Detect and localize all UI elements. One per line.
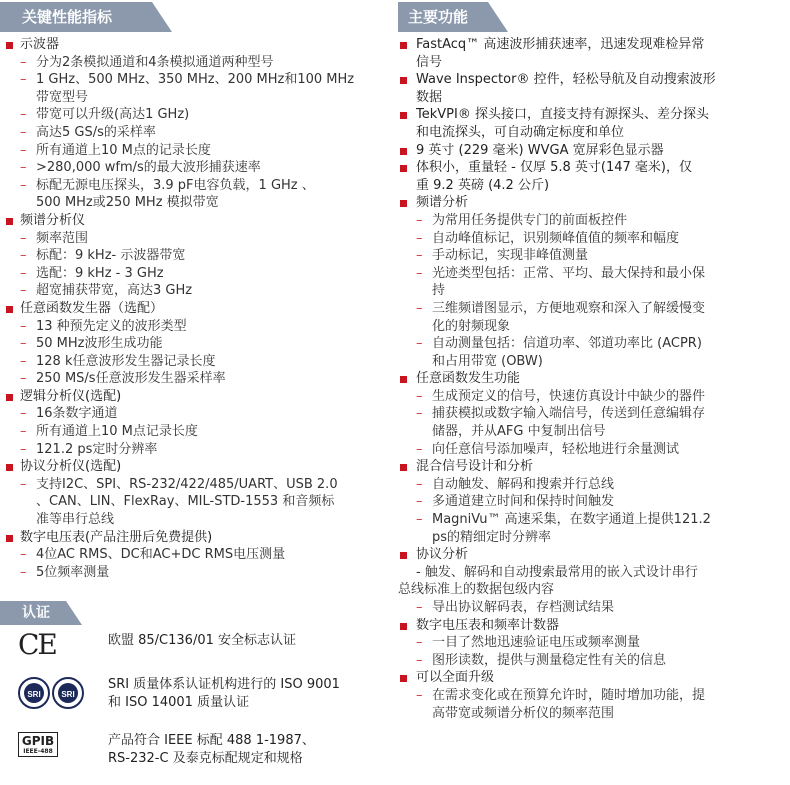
dash-icon: – xyxy=(20,441,27,457)
dash-icon: – xyxy=(416,635,423,651)
sub-item-text: 5位频率测量 xyxy=(36,564,110,580)
sub-item-text: 为常用任务提供专门的前面板控件 xyxy=(432,212,628,228)
sub-item xyxy=(20,71,388,106)
sub-item xyxy=(20,265,388,283)
sub-item-text: >280,000 wfm/s的最大波形捕获速率 xyxy=(36,160,261,176)
bullet-icon xyxy=(400,148,407,155)
dash-icon: – xyxy=(416,300,423,316)
item-heading: Wave Inspector® 控件，轻松导航及自动搜索波形 xyxy=(416,72,716,88)
sub-item-text: 超宽捕获带宽，高达3 GHz xyxy=(36,283,193,299)
sub-item-text: 频率范围 xyxy=(36,230,89,246)
item-heading: 和电流探头，可自动确定标度和单位 xyxy=(416,124,625,140)
bullet-icon xyxy=(400,552,407,559)
dash-icon: – xyxy=(20,54,27,70)
dash-icon: – xyxy=(416,476,423,492)
dash-icon: – xyxy=(416,687,423,703)
main-features-column xyxy=(398,0,790,722)
sub-item-text: 高带宽或频谱分析仪的频率范围 xyxy=(432,705,615,721)
sub-item xyxy=(20,441,388,459)
item-heading: 体积小，重量轻 - 仅厚 5.8 英寸(147 毫米)，仅 xyxy=(416,160,692,176)
dash-icon: – xyxy=(416,512,423,528)
sub-item-text: 自动峰值标记，识别频峰值值的频率和幅度 xyxy=(432,230,680,246)
sub-item-text: 手动标记，实现非峰值测量 xyxy=(432,248,589,264)
bullet-icon xyxy=(6,218,13,225)
sub-item-text: 带宽型号 xyxy=(36,89,89,105)
sub-item xyxy=(416,493,790,511)
item-heading: 9 英寸 (229 毫米) WVGA 宽屏彩色显示器 xyxy=(416,142,664,158)
sub-item-text: 128 k任意波形发生器记录长度 xyxy=(36,353,216,369)
item-note: - 触发、解码和自动搜索最常用的嵌入式设计串行 xyxy=(416,564,698,580)
sub-item-text: 图形读数，提供与测量稳定性有关的信息 xyxy=(432,652,667,668)
sub-item xyxy=(20,370,388,388)
list-item xyxy=(0,212,388,300)
sub-item-text: 向任意信号添加噪声，轻松地进行余量测试 xyxy=(432,441,680,457)
sub-item-text: 自动触发、解码和搜索并行总线 xyxy=(432,476,615,492)
sub-item-text: 支持I2C、SPI、RS-232/422/485/UART、USB 2.0 xyxy=(36,476,338,492)
sub-item xyxy=(20,423,388,441)
sri-badges-icon xyxy=(18,676,86,710)
item-heading: 示波器 xyxy=(20,37,60,52)
dash-icon: – xyxy=(20,318,27,334)
sub-item xyxy=(20,282,388,300)
list-item xyxy=(398,159,790,194)
list-item xyxy=(0,388,388,458)
sub-item xyxy=(416,634,790,652)
sub-item-text: 储器，并从AFG 中复制出信号 xyxy=(432,424,606,440)
list-item xyxy=(398,370,790,458)
bullet-icon xyxy=(6,306,13,313)
sub-item xyxy=(20,177,388,212)
main-features-header: 主要功能 xyxy=(398,2,508,32)
sub-item-text: 250 MS/s任意波形发生器采样率 xyxy=(36,371,226,387)
sub-item-text: 化的射频现象 xyxy=(432,318,511,334)
sub-item xyxy=(20,318,388,336)
main-features-list xyxy=(398,32,790,722)
sub-item xyxy=(416,212,790,230)
dash-icon: – xyxy=(20,72,27,88)
list-item xyxy=(0,300,388,388)
sub-item-text: 1 GHz、500 MHz、350 MHz、200 MHz和100 MHz xyxy=(36,72,355,88)
sub-item-text: 自动测量包括：信道功率、邻道功率比 (ACPR) xyxy=(432,336,702,352)
dash-icon: – xyxy=(416,336,423,352)
item-heading: 数字电压表(产品注册后免费提供) xyxy=(20,529,213,545)
sub-item xyxy=(416,300,790,335)
sub-item-text: 多通道建立时间和保持时间触发 xyxy=(432,494,615,510)
bullet-icon xyxy=(6,464,13,471)
item-heading: TekVPI® 探头接口，直接支持有源探头、差分探头 xyxy=(416,107,709,123)
item-heading: 任意函数发生功能 xyxy=(416,371,521,387)
dash-icon: – xyxy=(20,371,27,387)
list-item xyxy=(0,458,388,528)
dash-icon: – xyxy=(20,283,27,299)
list-item xyxy=(0,529,388,582)
list-item xyxy=(398,36,790,71)
key-specs-header: 关键性能指标 xyxy=(0,2,172,32)
bullet-icon xyxy=(400,112,407,119)
list-item xyxy=(398,71,790,106)
sub-item xyxy=(416,405,790,440)
sub-item-text: 带宽可以升级(高达1 GHz) xyxy=(36,107,190,123)
item-heading: 逻辑分析仪(选配) xyxy=(20,388,122,404)
sub-item xyxy=(416,687,790,722)
sub-item-text: ps的精细定时分辨率 xyxy=(432,529,552,545)
sub-item xyxy=(20,476,388,529)
cert-text-gpib xyxy=(108,732,388,768)
sub-item-text: 所有通道上10 M点的记录长度 xyxy=(36,142,211,158)
sub-item-text: 所有通道上10 M点记录长度 xyxy=(36,424,198,440)
sub-item-text: MagniVu™ 高速采集，在数字通道上提供121.2 xyxy=(432,512,711,528)
gpib-logo-text: GPIB xyxy=(21,734,55,748)
dash-icon: – xyxy=(20,336,27,352)
list-item xyxy=(398,669,790,722)
sub-item-text: 500 MHz或250 MHz 模拟带宽 xyxy=(36,195,219,211)
gpib-logo-icon xyxy=(18,732,58,757)
ce-mark-icon: CE xyxy=(18,628,56,661)
sub-item-text: 准等串行总线 xyxy=(36,512,115,528)
dash-icon: – xyxy=(20,142,27,158)
item-heading: 协议分析 xyxy=(416,547,469,563)
dash-icon: – xyxy=(20,107,27,123)
bullet-icon xyxy=(400,165,407,172)
sub-item xyxy=(416,441,790,459)
sub-item-text: 16条数字通道 xyxy=(36,406,118,422)
sub-item-text: 13 种预先定义的波形类型 xyxy=(36,318,187,334)
dash-icon: – xyxy=(20,124,27,140)
list-item xyxy=(398,458,790,546)
sub-item xyxy=(20,124,388,142)
sub-item-text: 、CAN、LIN、FlexRay、MIL-STD-1553 和音频标 xyxy=(36,494,335,510)
sub-item-text: 高达5 GS/s的采样率 xyxy=(36,124,156,140)
sub-item xyxy=(20,230,388,248)
sub-item xyxy=(416,511,790,546)
bullet-icon xyxy=(400,675,407,682)
dash-icon: – xyxy=(416,388,423,404)
sub-item xyxy=(20,405,388,423)
dash-icon: – xyxy=(416,406,423,422)
item-heading: 协议分析仪(选配) xyxy=(20,459,122,475)
bullet-icon xyxy=(6,394,13,401)
sub-item-text: 生成预定义的信号，快速仿真设计中缺少的器件 xyxy=(432,388,706,404)
item-heading: 可以全面升级 xyxy=(416,670,495,686)
item-heading: 任意函数发生器（选配） xyxy=(20,300,164,316)
dash-icon: – xyxy=(416,230,423,246)
cert-text-sri xyxy=(108,676,388,712)
sub-item-text: 4位AC RMS、DC和AC+DC RMS电压测量 xyxy=(36,547,286,563)
sub-item xyxy=(20,564,388,582)
sub-item-text: 标配：9 kHz- 示波器带宽 xyxy=(36,248,186,264)
dash-icon: – xyxy=(20,353,27,369)
item-heading: 重 9.2 英磅 (4.2 公斤) xyxy=(416,177,550,193)
dash-icon: – xyxy=(20,177,27,193)
list-item xyxy=(398,617,790,670)
sub-item xyxy=(416,599,790,617)
cert-line: RS-232-C 及泰克标配规定和规格 xyxy=(108,751,303,766)
bullet-icon xyxy=(400,77,407,84)
key-specs-list xyxy=(0,32,388,581)
list-item xyxy=(398,194,790,370)
sub-item-text: 121.2 ps定时分辨率 xyxy=(36,441,158,457)
sub-item-text: 持 xyxy=(432,283,446,299)
dash-icon: – xyxy=(416,265,423,281)
sub-item-text: 光迹类型包括：正常、平均、最大保持和最小保 xyxy=(432,265,706,281)
sub-item xyxy=(416,335,790,370)
item-heading: 数字电压表和频率计数器 xyxy=(416,617,560,633)
sub-item-text: 一目了然地迅速验证电压或频率测量 xyxy=(432,635,641,651)
sub-item xyxy=(20,353,388,371)
sub-item-text: 选配：9 kHz - 3 GHz xyxy=(36,265,164,281)
sub-item xyxy=(20,142,388,160)
certs-header: 认证 xyxy=(0,601,82,625)
sub-item xyxy=(20,159,388,177)
sub-item xyxy=(416,652,790,670)
list-item xyxy=(0,36,388,212)
sub-item-text: 50 MHz波形生成功能 xyxy=(36,336,163,352)
sub-item xyxy=(416,247,790,265)
sub-item-text: 三维频谱图显示，方便地观察和深入了解缓慢变 xyxy=(432,300,706,316)
sub-item-text: 捕获模拟或数字输入端信号，传送到任意编辑存 xyxy=(432,406,706,422)
item-heading: 数据 xyxy=(416,89,443,105)
sub-item-text: 导出协议解码表，存档测试结果 xyxy=(432,600,615,615)
item-heading: FastAcq™ 高速波形捕获速率，迅速发现难检异常 xyxy=(416,37,705,52)
sub-item xyxy=(416,265,790,300)
sub-item-text: 标配无源电压探头，3.9 pF电容负载，1 GHz 、 xyxy=(36,177,315,193)
bullet-icon xyxy=(6,535,13,542)
dash-icon: – xyxy=(416,212,423,228)
cert-line: SRI 质量体系认证机构进行的 ISO 9001 xyxy=(108,677,340,692)
dash-icon: – xyxy=(20,476,27,492)
bullet-icon xyxy=(400,464,407,471)
dash-icon: – xyxy=(20,160,27,176)
item-heading: 频谱分析仪 xyxy=(20,212,86,228)
dash-icon: – xyxy=(416,494,423,510)
dash-icon: – xyxy=(416,652,423,668)
sub-item xyxy=(20,247,388,265)
item-note: 总线标准上的数据包级内容 xyxy=(398,582,555,598)
dash-icon: – xyxy=(416,600,423,615)
dash-icon: – xyxy=(20,265,27,281)
cert-line: 欧盟 85/C136/01 安全标志认证 xyxy=(108,633,296,648)
key-specs-column xyxy=(0,0,388,581)
dash-icon: – xyxy=(20,406,27,422)
sub-item-text: 在需求变化或在预算允许时，随时增加功能，提 xyxy=(432,687,706,703)
item-heading: 信号 xyxy=(416,54,443,70)
item-heading: 混合信号设计和分析 xyxy=(416,459,534,475)
gpib-logo-subtext: IEEE-488 xyxy=(23,748,53,755)
dash-icon: – xyxy=(416,441,423,457)
sub-item xyxy=(20,335,388,353)
sri-logo-icon xyxy=(18,676,86,716)
item-heading: 频谱分析 xyxy=(416,195,469,211)
dash-icon: – xyxy=(416,248,423,264)
sub-item xyxy=(20,106,388,124)
sub-item xyxy=(20,546,388,564)
sri-badge-text-2: SRI xyxy=(61,690,75,699)
dash-icon: – xyxy=(20,547,27,563)
sub-item xyxy=(416,388,790,406)
sub-item-text: 和占用带宽 (OBW) xyxy=(432,353,543,369)
cert-line: 产品符合 IEEE 标配 488 1-1987、 xyxy=(108,733,315,748)
bullet-icon xyxy=(400,42,407,49)
bullet-icon xyxy=(400,200,407,207)
cert-text-ce xyxy=(108,632,388,650)
list-item xyxy=(398,142,790,160)
list-item xyxy=(398,546,790,616)
sri-badge-text-1: SRI xyxy=(27,690,41,699)
sub-item xyxy=(416,476,790,494)
dash-icon: – xyxy=(20,230,27,246)
bullet-icon xyxy=(6,42,13,49)
dash-icon: – xyxy=(20,424,27,440)
bullet-icon xyxy=(400,623,407,630)
sub-item xyxy=(416,230,790,248)
dash-icon: – xyxy=(20,564,27,580)
dash-icon: – xyxy=(20,248,27,264)
bullet-icon xyxy=(400,376,407,383)
list-item xyxy=(398,106,790,141)
cert-line: 和 ISO 14001 质量认证 xyxy=(108,695,250,710)
sub-item-text: 分为2条模拟通道和4条模拟通道两种型号 xyxy=(36,54,274,70)
sub-item xyxy=(20,54,388,72)
